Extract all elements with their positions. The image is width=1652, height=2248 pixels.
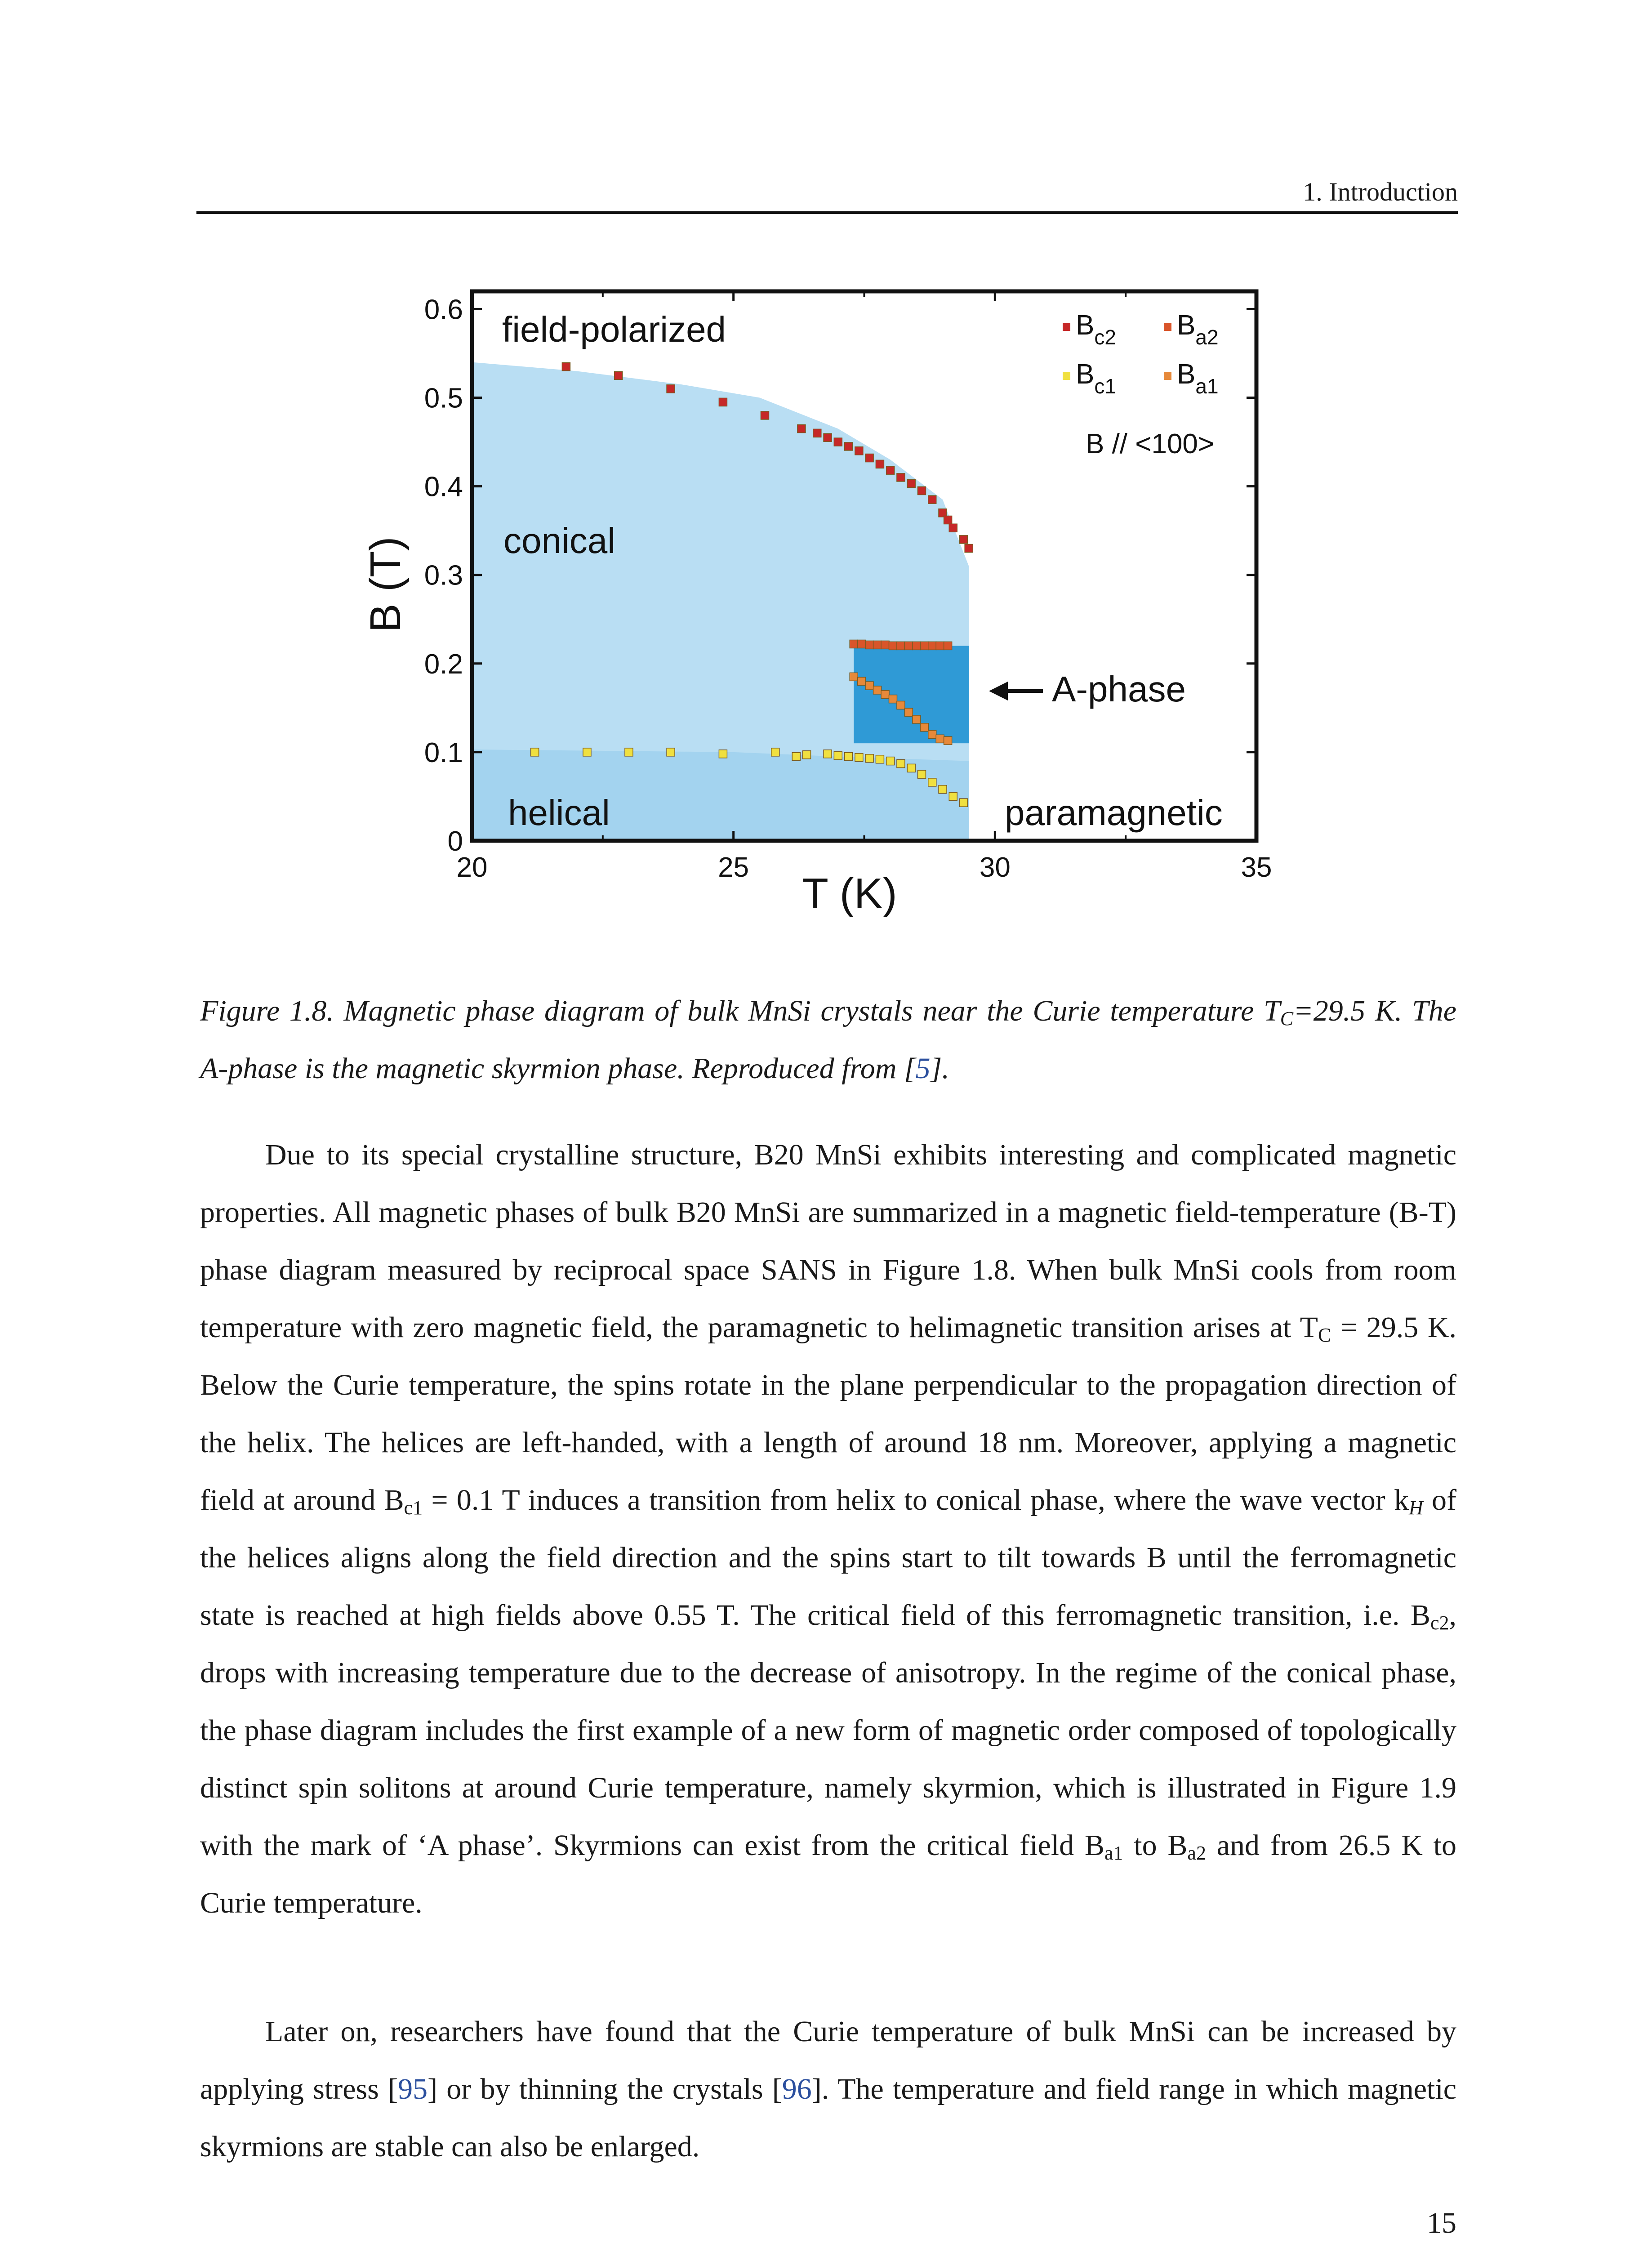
para2-text: Later on, researchers have found that the Curie temperature of bulk MnSi can be increased by applying stress [: [200, 2015, 1456, 2105]
legend-label-ba2: $B_{a2}$: [1177, 310, 1219, 349]
y-tick-label: 0.6: [424, 294, 463, 326]
data-point-bc2: [614, 371, 623, 379]
data-point-bc2: [960, 535, 968, 544]
data-point-bc1: [803, 751, 811, 759]
citation-link-95[interactable]: 95: [398, 2073, 428, 2105]
y-tick-label: 0.3: [424, 560, 463, 591]
y-axis-title: B (T): [361, 536, 410, 633]
data-point-ba1: [858, 677, 866, 685]
data-point-bc1: [667, 748, 675, 756]
data-point-bc1: [719, 750, 727, 758]
y-tick-label: 0.4: [424, 471, 463, 503]
data-point-ba2: [913, 642, 921, 650]
data-point-ba1: [897, 701, 905, 709]
data-point-bc2: [928, 495, 936, 504]
para1-sub: a1: [1104, 1842, 1123, 1864]
region-label-helical: helical: [508, 793, 610, 833]
data-point-bc1: [939, 785, 947, 794]
a-phase-arrow: [989, 682, 1043, 700]
data-point-bc1: [625, 748, 633, 756]
para1-sub: a2: [1187, 1842, 1206, 1864]
x-tick-label: 20: [456, 852, 488, 883]
data-point-ba2: [920, 642, 928, 650]
para1-text: and from 26.5 K to Curie temperature.: [200, 1829, 1456, 1919]
data-point-bc1: [834, 752, 842, 760]
body-paragraph-1: [200, 1126, 1456, 1932]
region-label-conical: conical: [503, 521, 616, 561]
x-tick-label: 25: [718, 852, 749, 883]
data-point-bc1: [876, 755, 884, 763]
a-phase-region: [854, 646, 969, 743]
data-point-bc2: [886, 466, 895, 474]
data-point-bc1: [865, 754, 873, 763]
data-point-ba2: [858, 640, 866, 648]
data-point-bc1: [583, 748, 591, 756]
x-axis-title: T (K): [802, 870, 897, 918]
legend-label-ba1: $B_{a1}$: [1177, 359, 1219, 398]
para1-sub: H: [1408, 1497, 1423, 1519]
data-point-ba2: [889, 642, 897, 650]
region-label-paramagnetic: paramagnetic: [1005, 793, 1223, 833]
data-point-ba1: [944, 736, 952, 745]
legend-field-direction: B // <100>: [1086, 428, 1215, 459]
data-point-bc1: [907, 764, 915, 772]
series-ba2: [850, 640, 952, 650]
para1-sub: c2: [1430, 1612, 1449, 1634]
caption-text-a: Magnetic phase diagram of bulk MnSi crystals near the Curie temperature T: [334, 995, 1280, 1027]
data-point-bc1: [855, 754, 863, 762]
caption-text-b: =29.5 K. The A-phase is the magnetic skyrmion phase. Reproduced from [: [200, 995, 1456, 1085]
data-point-bc2: [719, 398, 727, 406]
data-point-bc2: [834, 438, 842, 446]
data-point-bc2: [897, 473, 905, 482]
data-point-bc2: [949, 524, 957, 532]
data-point-ba1: [889, 695, 897, 703]
data-point-ba1: [865, 682, 873, 690]
data-point-bc1: [886, 757, 895, 765]
data-point-ba1: [904, 708, 913, 716]
data-point-ba2: [873, 641, 882, 649]
data-point-ba1: [850, 673, 858, 681]
data-point-bc2: [667, 385, 675, 393]
y-tick-label: 0.1: [424, 737, 463, 768]
data-point-bc1: [792, 753, 800, 761]
phase-regions: [472, 362, 969, 841]
caption-label: Figure 1.8.: [200, 995, 334, 1027]
data-point-bc2: [845, 442, 853, 450]
chart-legend: [1063, 310, 1219, 459]
para1-sub: c1: [404, 1497, 423, 1519]
y-tick-label: 0: [447, 826, 463, 857]
data-point-bc1: [824, 750, 832, 758]
region-label-field-polarized: field-polarized: [502, 309, 726, 349]
caption-citation-link[interactable]: 5: [915, 1052, 931, 1085]
data-point-bc2: [965, 544, 973, 553]
caption-text-c: ].: [930, 1052, 949, 1085]
data-point-bc2: [855, 447, 863, 455]
data-point-ba1: [913, 715, 921, 723]
data-point-bc1: [771, 748, 779, 756]
data-point-ba2: [928, 642, 936, 650]
y-tick-label: 0.2: [424, 648, 463, 680]
data-point-ba1: [873, 686, 882, 694]
para1-text: to B: [1123, 1829, 1188, 1862]
data-point-bc1: [531, 748, 539, 756]
y-tick-label: 0.5: [424, 383, 463, 414]
para1-text: , drops with increasing temperature due to the decrease of anisotropy. In the regime of the conical phase, the phase diagram includes the first example of a new form of magnetic order composed of topologically distinct spin solitons at around Curie temperature, namely skyrmion, which is illustrated in Figure 1.9 with the mark of ‘A phase’. Skyrmions can exist from the critical field B: [200, 1599, 1456, 1862]
page-number: 15: [1427, 2207, 1456, 2239]
region-label-a-phase: A-phase: [1052, 669, 1186, 709]
para2-text: ] or by thinning the crystals [: [427, 2073, 782, 2105]
para1-text: = 0.1 T induces a transition from helix to conical phase, where the wave vector k: [423, 1484, 1409, 1517]
caption-sub-c: C: [1280, 1008, 1294, 1030]
data-point-ba2: [850, 640, 858, 648]
data-point-ba1: [920, 723, 928, 731]
body-paragraph-2: [200, 2003, 1456, 2176]
data-point-ba1: [936, 735, 944, 743]
data-point-bc2: [907, 480, 915, 488]
para1-text: = 29.5 K. Below the Curie temperature, the spins rotate in the plane perpendicular to the propagation direction of the helix. The helices are left-handed, with a length of around 18 nm. Moreover, applying a magnetic field at around B: [200, 1311, 1456, 1517]
data-point-ba2: [897, 642, 905, 650]
legend-swatch-bc1: [1063, 372, 1070, 380]
data-point-bc2: [797, 425, 806, 433]
citation-link-96[interactable]: 96: [782, 2073, 812, 2105]
data-point-bc1: [928, 778, 936, 786]
data-point-ba1: [881, 691, 889, 699]
para1-sub: C: [1318, 1324, 1331, 1346]
legend-swatch-ba1: [1164, 372, 1171, 380]
data-point-bc2: [562, 363, 570, 371]
legend-swatch-bc2: [1063, 323, 1070, 331]
data-point-ba1: [928, 730, 936, 738]
data-point-ba2: [865, 641, 873, 649]
legend-swatch-ba2: [1164, 323, 1171, 331]
data-point-bc1: [897, 760, 905, 768]
x-tick-label: 30: [979, 852, 1011, 883]
running-head: 1. Introduction: [1303, 177, 1458, 206]
data-point-bc2: [865, 454, 873, 462]
legend-label-bc2: $B_{c2}$: [1076, 310, 1116, 349]
legend-label-bc1: $B_{c1}$: [1076, 359, 1116, 398]
phase-diagram-figure: [342, 279, 1331, 931]
data-point-bc1: [949, 792, 957, 800]
figure-caption: [200, 982, 1456, 1097]
data-point-bc2: [944, 516, 952, 524]
data-point-bc1: [845, 753, 853, 761]
x-tick-label: 35: [1241, 852, 1272, 883]
data-point-ba2: [936, 642, 944, 650]
data-point-bc2: [761, 411, 769, 419]
data-point-bc2: [917, 486, 926, 495]
data-point-bc1: [917, 770, 926, 778]
data-point-bc1: [960, 798, 968, 807]
data-point-ba2: [881, 641, 889, 649]
data-point-bc2: [824, 433, 832, 442]
para2-text: ]. The temperature and field range in which magnetic skyrmions are stable can also be enlarged.: [200, 2073, 1457, 2163]
para1-text: of the helices aligns along the field direction and the spins start to tilt towards B until the ferromagnetic state is reached at high fields above 0.55 T. The critical field of this ferromagnetic transition, i.e. B: [200, 1484, 1456, 1632]
data-point-ba2: [904, 642, 913, 650]
data-point-bc2: [876, 460, 884, 468]
data-point-ba2: [944, 642, 952, 650]
data-point-bc2: [813, 429, 821, 437]
header-rule: [196, 211, 1458, 214]
para1-text: Due to its special crystalline structure, B20 MnSi exhibits interesting and complicated magnetic properties. All magnetic phases of bulk B20 MnSi are summarized in a magnetic field-temperature (B-T) phase diagram measured by reciprocal space SANS in Figure 1.8. When bulk MnSi cools from room temperature with zero magnetic field, the paramagnetic to helimagnetic transition arises at T: [200, 1138, 1456, 1344]
